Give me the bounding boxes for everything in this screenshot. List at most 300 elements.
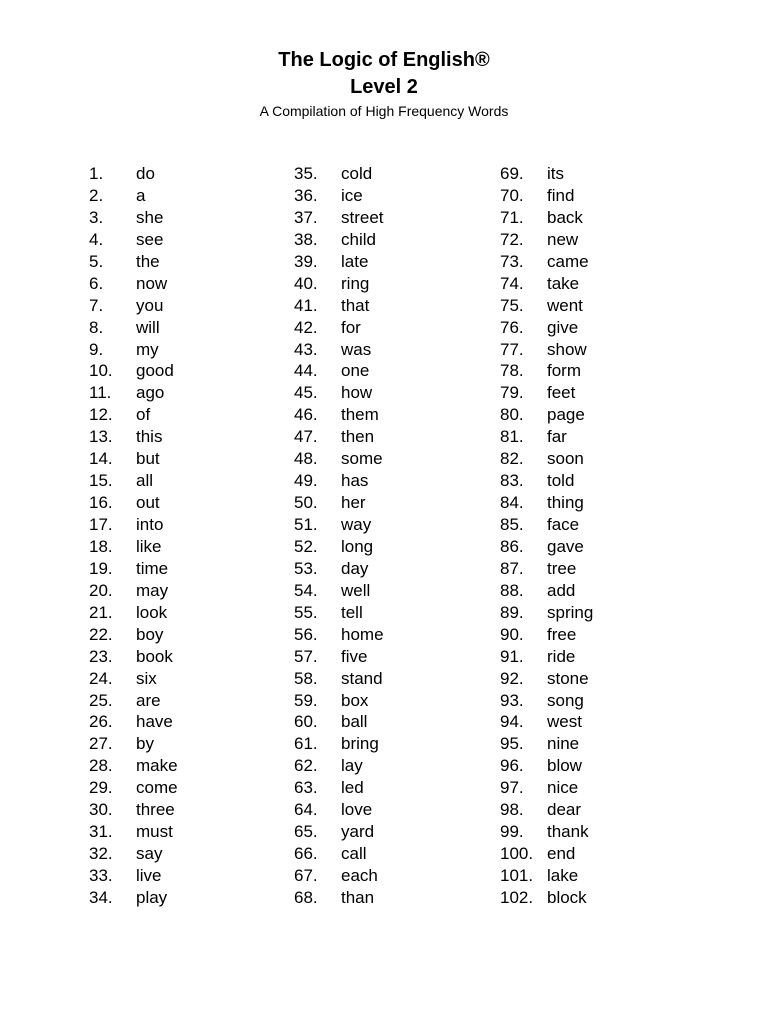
word-text: west xyxy=(547,712,582,732)
word-list-item xyxy=(89,602,178,624)
word-text: form xyxy=(547,361,581,381)
word-list-item xyxy=(89,185,178,207)
word-list-item xyxy=(500,514,593,536)
word-list-item xyxy=(89,514,178,536)
word-list-item xyxy=(500,229,593,251)
word-number: 76. xyxy=(500,317,524,337)
word-text: play xyxy=(136,887,168,907)
word-text: ring xyxy=(341,273,370,293)
word-number: 46. xyxy=(294,405,318,425)
word-text: gave xyxy=(547,536,584,556)
word-list-item xyxy=(294,317,384,339)
word-text: live xyxy=(136,866,162,885)
word-list-item xyxy=(294,360,384,382)
word-number: 63. xyxy=(294,778,318,798)
word-list-item xyxy=(294,865,384,887)
word-list-item xyxy=(294,185,384,207)
word-list-item xyxy=(89,646,178,668)
word-list-item xyxy=(294,580,384,602)
word-list-item xyxy=(294,163,384,185)
word-text: went xyxy=(547,295,583,315)
word-number: 58. xyxy=(294,668,318,688)
word-number: 64. xyxy=(294,800,318,820)
word-list-item xyxy=(500,580,593,602)
word-text: how xyxy=(341,383,373,403)
word-list-item xyxy=(89,382,178,404)
word-text: six xyxy=(136,668,157,688)
word-number: 69. xyxy=(500,164,524,183)
word-list-item xyxy=(500,295,593,317)
word-number: 36. xyxy=(294,185,318,205)
document-header xyxy=(0,46,768,121)
word-list-item xyxy=(294,821,384,843)
word-text: must xyxy=(136,822,173,842)
word-text: stand xyxy=(341,668,383,688)
word-list-item xyxy=(294,558,384,580)
word-list-item xyxy=(500,273,593,295)
word-number: 95. xyxy=(500,734,524,754)
word-number: 38. xyxy=(294,229,318,249)
word-list-item xyxy=(89,821,178,843)
word-text: by xyxy=(136,734,154,754)
word-text: have xyxy=(136,712,173,732)
word-list-item xyxy=(89,580,178,602)
word-number: 54. xyxy=(294,580,318,600)
word-number: 59. xyxy=(294,690,318,710)
word-list-item xyxy=(294,404,384,426)
word-list-item xyxy=(294,733,384,755)
word-list-item xyxy=(89,448,178,470)
word-number: 94. xyxy=(500,712,524,732)
word-text: soon xyxy=(547,449,584,469)
word-text: but xyxy=(136,449,160,469)
word-number: 40. xyxy=(294,273,318,293)
word-list-item xyxy=(89,799,178,821)
word-text: five xyxy=(341,646,368,666)
word-number: 89. xyxy=(500,602,524,622)
word-list-item xyxy=(500,755,593,777)
word-text: back xyxy=(547,207,583,227)
word-number: 80. xyxy=(500,405,524,425)
word-list-item xyxy=(89,624,178,646)
word-number: 27. xyxy=(89,734,113,754)
word-number: 17. xyxy=(89,515,113,534)
word-list-item xyxy=(294,777,384,799)
word-list-item xyxy=(500,470,593,492)
word-number: 4. xyxy=(89,229,104,249)
word-text: late xyxy=(341,251,369,271)
word-text: she xyxy=(136,207,164,227)
word-number: 41. xyxy=(294,295,318,315)
word-text: its xyxy=(547,164,564,183)
word-number: 49. xyxy=(294,471,318,491)
word-list-item xyxy=(500,185,593,207)
word-text: some xyxy=(341,449,383,469)
word-number: 92. xyxy=(500,668,524,688)
word-text: ride xyxy=(547,646,576,666)
word-text: for xyxy=(341,317,361,337)
word-number: 52. xyxy=(294,536,318,556)
word-list-item xyxy=(294,492,384,514)
word-list-item xyxy=(89,865,178,887)
word-number: 100. xyxy=(500,844,534,864)
word-list-item xyxy=(500,690,593,712)
word-number: 7. xyxy=(89,295,104,315)
word-number: 91. xyxy=(500,646,524,666)
word-list-item xyxy=(500,404,593,426)
word-number: 77. xyxy=(500,339,524,359)
word-list-item xyxy=(294,843,384,865)
word-list-item xyxy=(89,163,178,185)
word-text: see xyxy=(136,229,164,249)
word-text: home xyxy=(341,624,384,644)
word-number: 73. xyxy=(500,251,524,271)
word-number: 84. xyxy=(500,493,524,513)
word-column-1 xyxy=(89,163,178,909)
word-list-item xyxy=(500,558,593,580)
word-column-3 xyxy=(500,163,593,909)
word-number: 87. xyxy=(500,558,524,578)
word-number: 24. xyxy=(89,668,113,688)
word-text: way xyxy=(341,515,372,534)
word-number: 65. xyxy=(294,822,318,842)
word-number: 2. xyxy=(89,185,104,205)
word-text: well xyxy=(341,580,371,600)
word-number: 51. xyxy=(294,515,318,534)
word-list-item xyxy=(89,492,178,514)
word-text: tree xyxy=(547,558,577,578)
word-list-item xyxy=(500,865,593,887)
word-number: 88. xyxy=(500,580,524,600)
word-number: 60. xyxy=(294,712,318,732)
word-list-item xyxy=(500,163,593,185)
word-text: like xyxy=(136,536,162,556)
word-number: 81. xyxy=(500,427,524,447)
word-number: 53. xyxy=(294,558,318,578)
word-number: 25. xyxy=(89,690,113,710)
word-number: 48. xyxy=(294,449,318,469)
word-number: 11. xyxy=(89,383,112,403)
word-text: ago xyxy=(136,383,165,403)
word-list-item xyxy=(89,536,178,558)
word-number: 96. xyxy=(500,756,524,776)
word-list-item xyxy=(294,646,384,668)
word-text: will xyxy=(136,317,160,337)
word-number: 19. xyxy=(89,558,113,578)
word-list-item xyxy=(89,426,178,448)
word-text: good xyxy=(136,361,174,381)
word-number: 79. xyxy=(500,383,524,403)
word-text: nine xyxy=(547,734,580,754)
word-number: 29. xyxy=(89,778,113,798)
word-text: page xyxy=(547,405,585,425)
word-number: 13. xyxy=(89,427,113,447)
word-text: yard xyxy=(341,822,375,842)
word-list-item xyxy=(294,711,384,733)
word-number: 57. xyxy=(294,646,318,666)
word-text: thank xyxy=(547,822,589,842)
word-number: 78. xyxy=(500,361,524,381)
word-number: 62. xyxy=(294,756,318,776)
word-list-item xyxy=(500,251,593,273)
word-list-item xyxy=(500,360,593,382)
word-list-item xyxy=(89,251,178,273)
word-number: 97. xyxy=(500,778,524,798)
word-number: 90. xyxy=(500,624,524,644)
word-number: 43. xyxy=(294,339,318,359)
word-column-2 xyxy=(294,163,384,909)
word-text: all xyxy=(136,471,154,491)
word-text: blow xyxy=(547,756,582,776)
word-text: say xyxy=(136,844,163,864)
word-list-item xyxy=(500,646,593,668)
word-text: that xyxy=(341,295,370,315)
word-text: block xyxy=(547,887,587,907)
word-number: 45. xyxy=(294,383,318,403)
word-list-item xyxy=(89,558,178,580)
word-number: 67. xyxy=(294,866,318,885)
word-text: give xyxy=(547,317,579,337)
word-text: nice xyxy=(547,778,579,798)
word-number: 102. xyxy=(500,887,534,907)
word-list-item xyxy=(294,339,384,361)
word-number: 9. xyxy=(89,339,104,359)
word-list-item xyxy=(294,470,384,492)
word-list-item xyxy=(294,668,384,690)
word-text: told xyxy=(547,471,575,491)
word-list-item xyxy=(294,755,384,777)
word-number: 1. xyxy=(89,164,104,183)
word-text: face xyxy=(547,515,580,534)
word-text: find xyxy=(547,185,575,205)
word-list-item xyxy=(89,229,178,251)
word-number: 39. xyxy=(294,251,318,271)
word-list-item xyxy=(500,382,593,404)
word-text: thing xyxy=(547,493,584,513)
word-text: spring xyxy=(547,602,594,622)
word-list-item xyxy=(500,317,593,339)
word-number: 23. xyxy=(89,646,113,666)
word-list-item xyxy=(294,382,384,404)
word-list-item xyxy=(294,799,384,821)
word-number: 71. xyxy=(500,207,524,227)
word-list-item xyxy=(89,843,178,865)
word-list-item xyxy=(294,536,384,558)
word-list-item xyxy=(89,733,178,755)
word-list-item xyxy=(500,602,593,624)
word-list-item xyxy=(294,273,384,295)
word-text: add xyxy=(547,580,576,600)
word-text: dear xyxy=(547,800,582,820)
word-list-item xyxy=(500,733,593,755)
word-number: 61. xyxy=(294,734,318,754)
word-text: then xyxy=(341,427,375,447)
word-number: 14. xyxy=(89,449,113,469)
word-text: this xyxy=(136,427,163,447)
word-number: 8. xyxy=(89,317,104,337)
word-number: 28. xyxy=(89,756,113,776)
word-number: 98. xyxy=(500,800,524,820)
word-list-item xyxy=(89,273,178,295)
word-text: make xyxy=(136,756,178,776)
word-text: may xyxy=(136,580,169,600)
word-number: 83. xyxy=(500,471,524,491)
word-list-item xyxy=(500,448,593,470)
word-list-item xyxy=(500,536,593,558)
word-text: time xyxy=(136,558,169,578)
word-list-item xyxy=(294,887,384,909)
word-list-item xyxy=(89,295,178,317)
word-list-item xyxy=(294,295,384,317)
word-text: song xyxy=(547,690,584,710)
word-text: one xyxy=(341,361,370,381)
word-text: them xyxy=(341,405,379,425)
word-text: of xyxy=(136,405,151,425)
word-number: 99. xyxy=(500,822,524,842)
word-text: boy xyxy=(136,624,164,644)
word-number: 10. xyxy=(89,361,113,381)
word-number: 101. xyxy=(500,866,534,885)
word-number: 93. xyxy=(500,690,524,710)
word-list-item xyxy=(294,514,384,536)
word-text: now xyxy=(136,273,168,293)
word-number: 18. xyxy=(89,536,113,556)
word-number: 85. xyxy=(500,515,524,534)
word-list-item xyxy=(294,251,384,273)
word-list-item xyxy=(89,690,178,712)
word-text: into xyxy=(136,515,164,534)
word-text: than xyxy=(341,887,375,907)
word-list-item xyxy=(294,602,384,624)
word-list-item xyxy=(89,668,178,690)
word-text: each xyxy=(341,866,378,885)
word-number: 16. xyxy=(89,493,113,513)
word-list-item xyxy=(500,426,593,448)
word-text: lake xyxy=(547,866,579,885)
word-text: out xyxy=(136,493,160,513)
word-list-item xyxy=(500,887,593,909)
word-text: was xyxy=(341,339,372,359)
document-title: The Logic of English® xyxy=(278,49,490,71)
word-text: lay xyxy=(341,756,363,776)
word-number: 37. xyxy=(294,207,318,227)
word-text: free xyxy=(547,624,577,644)
word-number: 33. xyxy=(89,866,113,885)
word-number: 72. xyxy=(500,229,524,249)
word-number: 3. xyxy=(89,207,104,227)
word-number: 47. xyxy=(294,427,318,447)
word-list-item xyxy=(500,339,593,361)
word-number: 68. xyxy=(294,887,318,907)
word-text: come xyxy=(136,778,178,798)
word-text: look xyxy=(136,602,168,622)
level-heading: Level 2 xyxy=(350,76,418,98)
word-number: 20. xyxy=(89,580,113,600)
word-list-item xyxy=(89,887,178,909)
word-number: 22. xyxy=(89,624,113,644)
word-number: 30. xyxy=(89,800,113,820)
word-number: 15. xyxy=(89,471,113,491)
word-text: ice xyxy=(341,185,363,205)
word-list-item xyxy=(294,690,384,712)
word-text: do xyxy=(136,164,155,183)
word-text: child xyxy=(341,229,376,249)
word-list-item xyxy=(294,207,384,229)
word-list-item xyxy=(89,317,178,339)
word-text: cold xyxy=(341,164,373,183)
word-list-item xyxy=(89,711,178,733)
word-text: are xyxy=(136,690,161,710)
word-list-item xyxy=(500,777,593,799)
word-number: 44. xyxy=(294,361,318,381)
word-list-item xyxy=(500,711,593,733)
word-list-item xyxy=(500,492,593,514)
word-list-item xyxy=(89,360,178,382)
word-text: a xyxy=(136,185,146,205)
word-list-item xyxy=(89,755,178,777)
word-text: three xyxy=(136,800,175,820)
word-list-item xyxy=(294,229,384,251)
word-number: 55. xyxy=(294,602,318,622)
word-number: 42. xyxy=(294,317,318,337)
word-number: 35. xyxy=(294,164,318,183)
word-number: 6. xyxy=(89,273,104,293)
word-number: 50. xyxy=(294,493,318,513)
word-list-item xyxy=(89,339,178,361)
word-text: tell xyxy=(341,602,363,622)
word-list-item xyxy=(294,448,384,470)
word-text: end xyxy=(547,844,576,864)
word-list-item xyxy=(500,821,593,843)
word-text: my xyxy=(136,339,159,359)
word-text: street xyxy=(341,207,384,227)
word-list-item xyxy=(500,668,593,690)
word-text: came xyxy=(547,251,589,271)
word-text: call xyxy=(341,844,367,864)
word-number: 56. xyxy=(294,624,318,644)
word-list-item xyxy=(89,404,178,426)
word-number: 75. xyxy=(500,295,524,315)
word-list-item xyxy=(294,426,384,448)
word-number: 34. xyxy=(89,887,113,907)
word-number: 70. xyxy=(500,185,524,205)
word-list-item xyxy=(500,799,593,821)
word-text: you xyxy=(136,295,164,315)
word-number: 26. xyxy=(89,712,113,732)
word-text: love xyxy=(341,800,373,820)
word-list-item xyxy=(294,624,384,646)
word-list-item xyxy=(89,207,178,229)
word-text: the xyxy=(136,251,160,271)
word-number: 82. xyxy=(500,449,524,469)
word-text: her xyxy=(341,493,366,513)
word-text: ball xyxy=(341,712,368,732)
word-list-item xyxy=(500,843,593,865)
word-number: 5. xyxy=(89,251,104,271)
word-text: show xyxy=(547,339,587,359)
word-text: long xyxy=(341,536,374,556)
word-number: 66. xyxy=(294,844,318,864)
word-number: 32. xyxy=(89,844,113,864)
word-text: box xyxy=(341,690,369,710)
word-text: far xyxy=(547,427,567,447)
word-text: has xyxy=(341,471,369,491)
word-text: feet xyxy=(547,383,576,403)
word-number: 21. xyxy=(89,602,113,622)
word-number: 31. xyxy=(89,822,113,842)
document-subtitle: A Compilation of High Frequency Words xyxy=(259,103,509,119)
word-text: new xyxy=(547,229,579,249)
